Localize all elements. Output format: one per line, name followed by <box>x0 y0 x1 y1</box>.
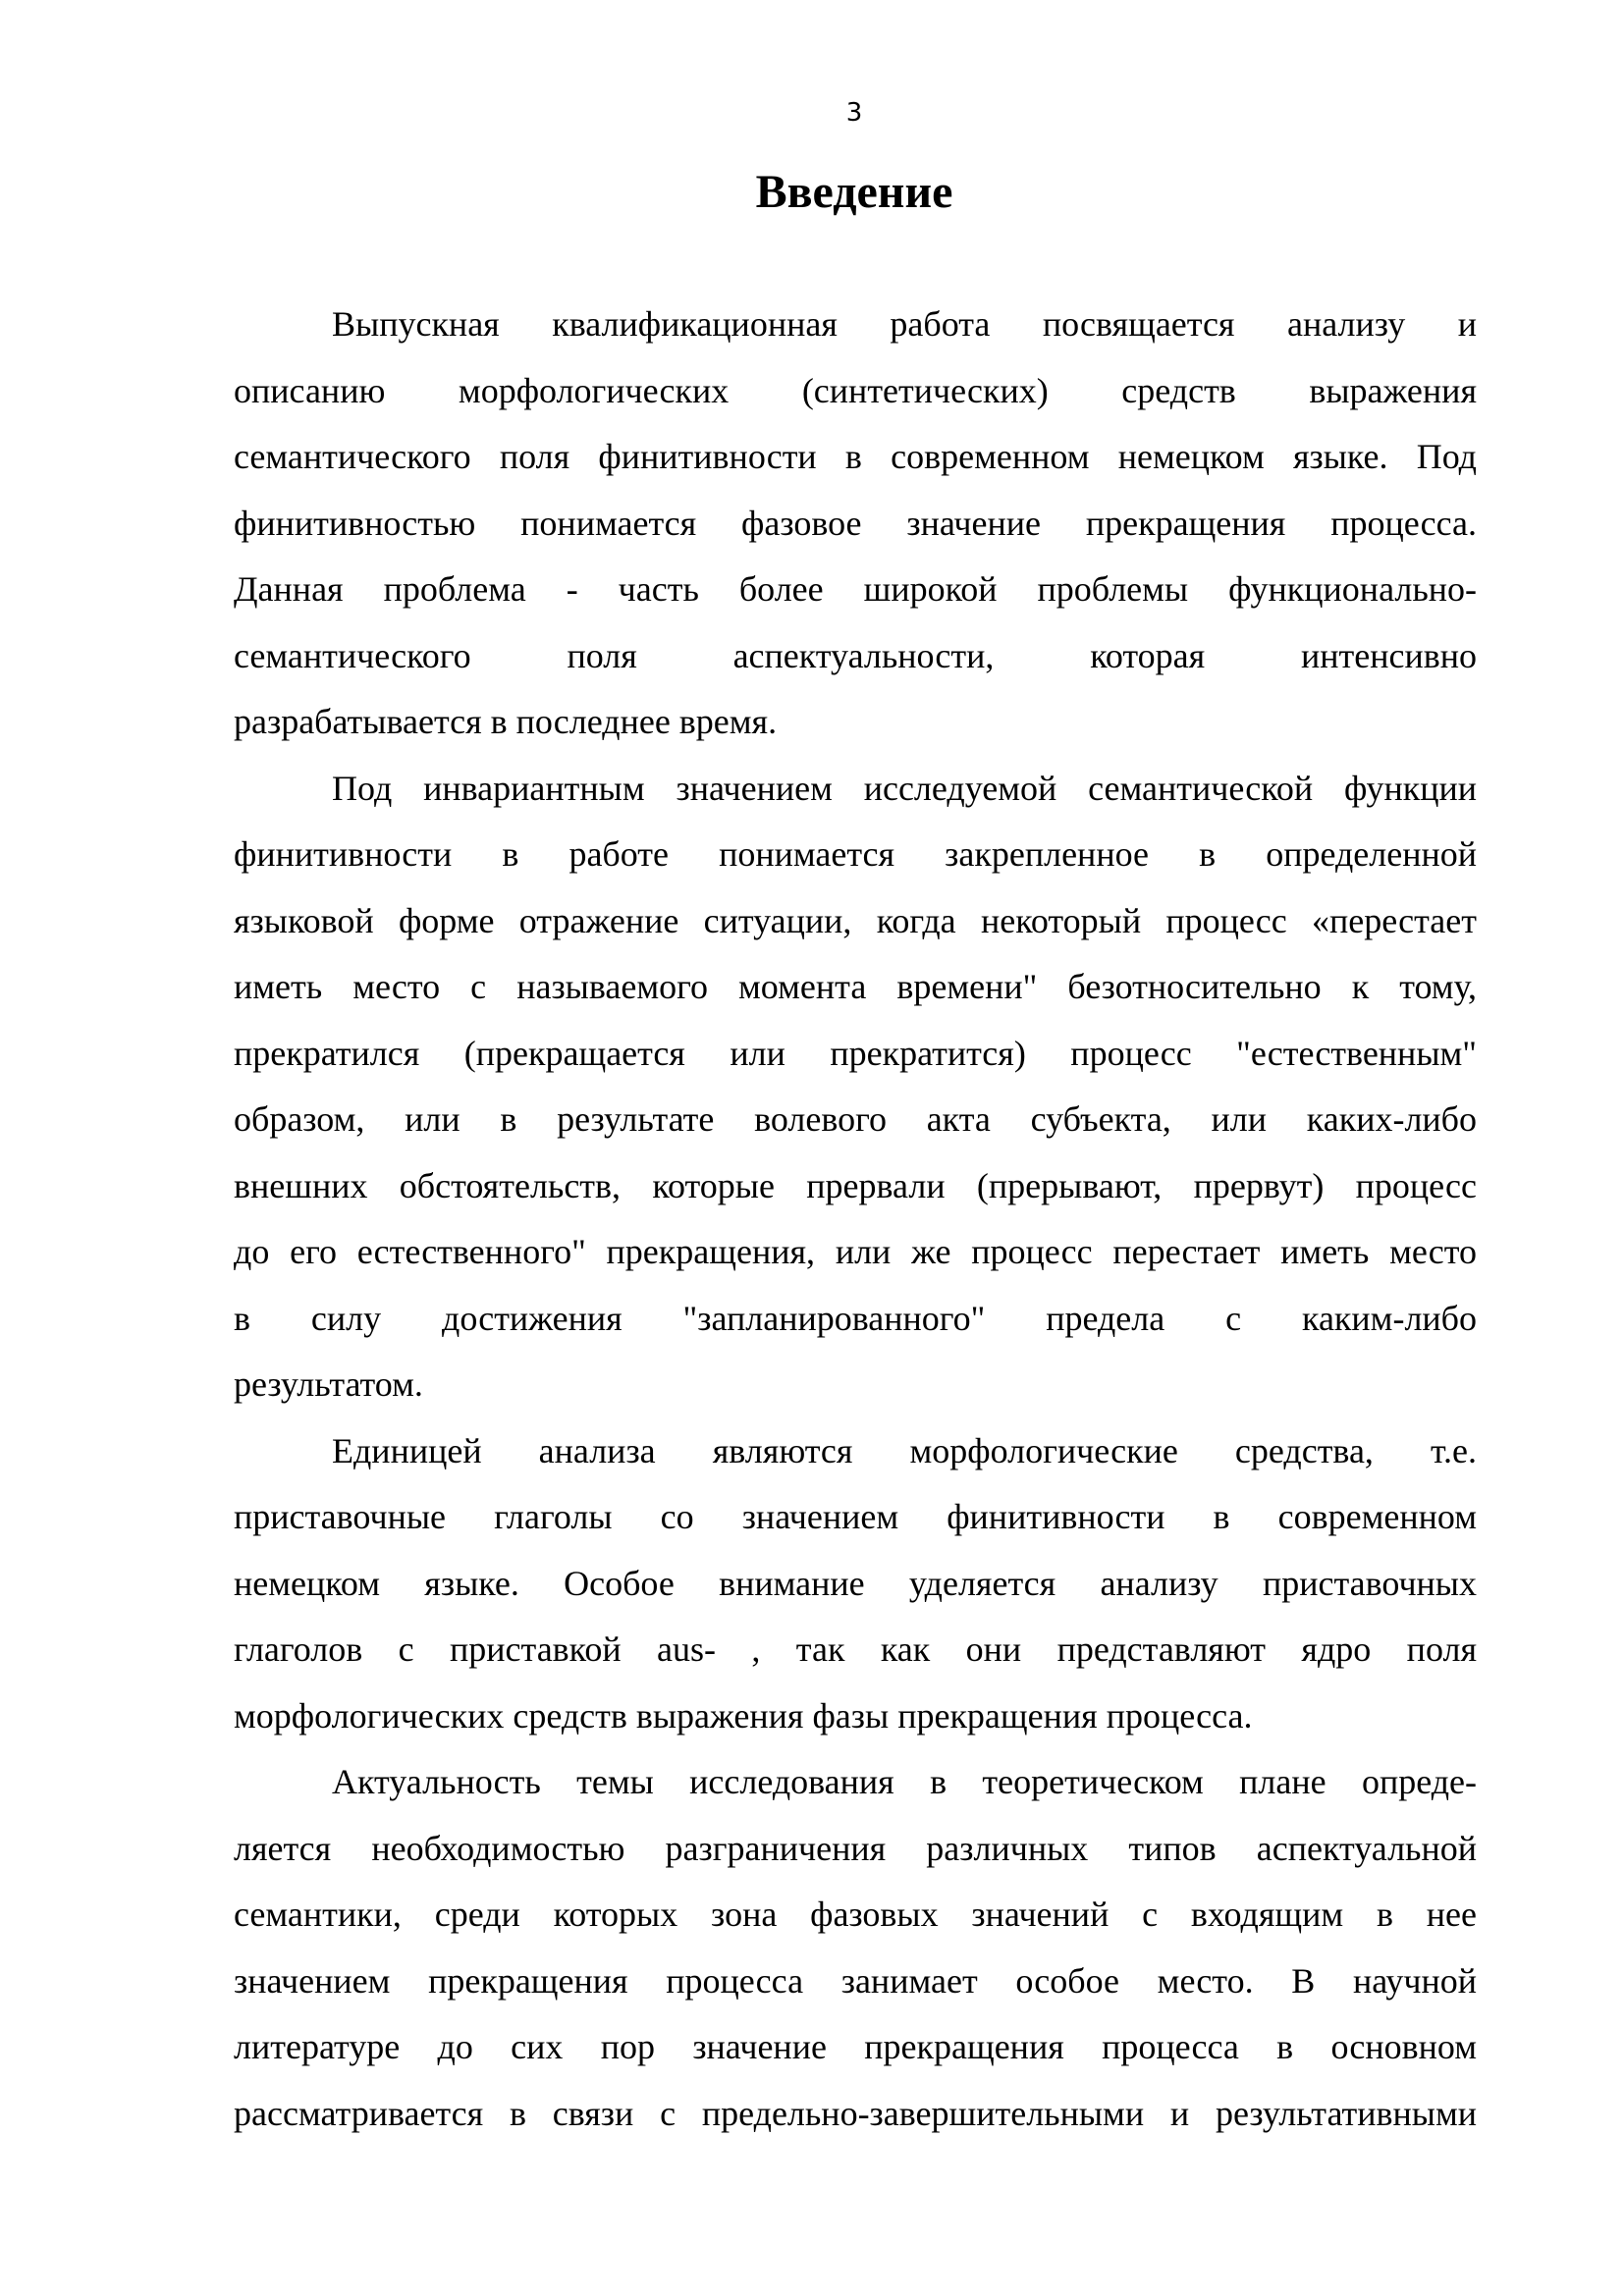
text-line: семантического поля финитивности в современном немецком языке. Под <box>234 437 1477 476</box>
text-line: рассматривается в связи с предельно-завершительными и результативными <box>234 2093 1477 2133</box>
paragraph <box>234 292 1477 756</box>
text-line: в силу достижения "запланированного" предела с каким-либо <box>234 1298 1477 1338</box>
text-line: разрабатывается в последнее время. <box>234 702 778 741</box>
text-line: немецком языке. Особое внимание уделяется анализу приставочных <box>234 1563 1477 1603</box>
paragraph <box>234 756 1477 1418</box>
text-line: семантики, среди которых зона фазовых значений с входящим в нее <box>234 1895 1477 1934</box>
text-line: финитивностью понимается фазовое значение прекращения процесса. <box>234 503 1477 543</box>
text-line: Данная проблема - часть более широкой проблемы функционально- <box>234 569 1477 609</box>
text-line: до его естественного" прекращения, или же процесс перестает иметь место <box>234 1232 1477 1271</box>
text-line: значением прекращения процесса занимает особое место. В научной <box>234 1960 1477 2001</box>
text-line: образом, или в результате волевого акта субъекта, или каких-либо <box>234 1099 1477 1139</box>
text-line: Под инвариантным значением исследуемой семантической функции <box>332 768 1477 808</box>
text-line: прекратился (прекращается или прекратится) процесс "естественным" <box>234 1033 1477 1073</box>
text-line: внешних обстоятельств, которые прервали (прерывают, прервут) процесс <box>234 1165 1477 1205</box>
text-line: Единицей анализа являются морфологические средства, т.е. <box>332 1430 1477 1470</box>
paragraph <box>234 1418 1477 1750</box>
text-line: ляется необходимостью разграничения различных типов аспектуальной <box>234 1828 1477 1868</box>
document-body <box>234 292 1477 2147</box>
text-line: приставочные глаголы со значением финитивности в современном <box>234 1497 1477 1536</box>
text-line: Выпускная квалификационная работа посвящается анализу и <box>332 304 1477 344</box>
text-line: результатом. <box>234 1364 423 1404</box>
page-number: 3 <box>845 98 863 128</box>
text-line: финитивности в работе понимается закрепленное в определенной <box>234 834 1477 874</box>
text-line: морфологических средств выражения фазы прекращения процесса. <box>234 1695 1253 1735</box>
text-line: Актуальность темы исследования в теоретическом плане опреде- <box>332 1762 1477 1801</box>
text-line: языковой форме отражение ситуации, когда некоторый процесс «перестает <box>234 900 1477 940</box>
text-line: глаголов с приставкой aus- , так как они представляют ядро поля <box>234 1629 1477 1669</box>
section-title: Введение <box>755 166 953 218</box>
text-line: литературе до сих пор значение прекращения процесса в основном <box>234 2027 1477 2066</box>
paragraph <box>234 1749 1477 2147</box>
text-line: иметь место с называемого момента времени" безотносительно к тому, <box>234 967 1477 1006</box>
text-line: семантического поля аспектуальности, которая интенсивно <box>234 635 1477 675</box>
text-line: описанию морфологических (синтетических) средств выражения <box>234 370 1477 410</box>
